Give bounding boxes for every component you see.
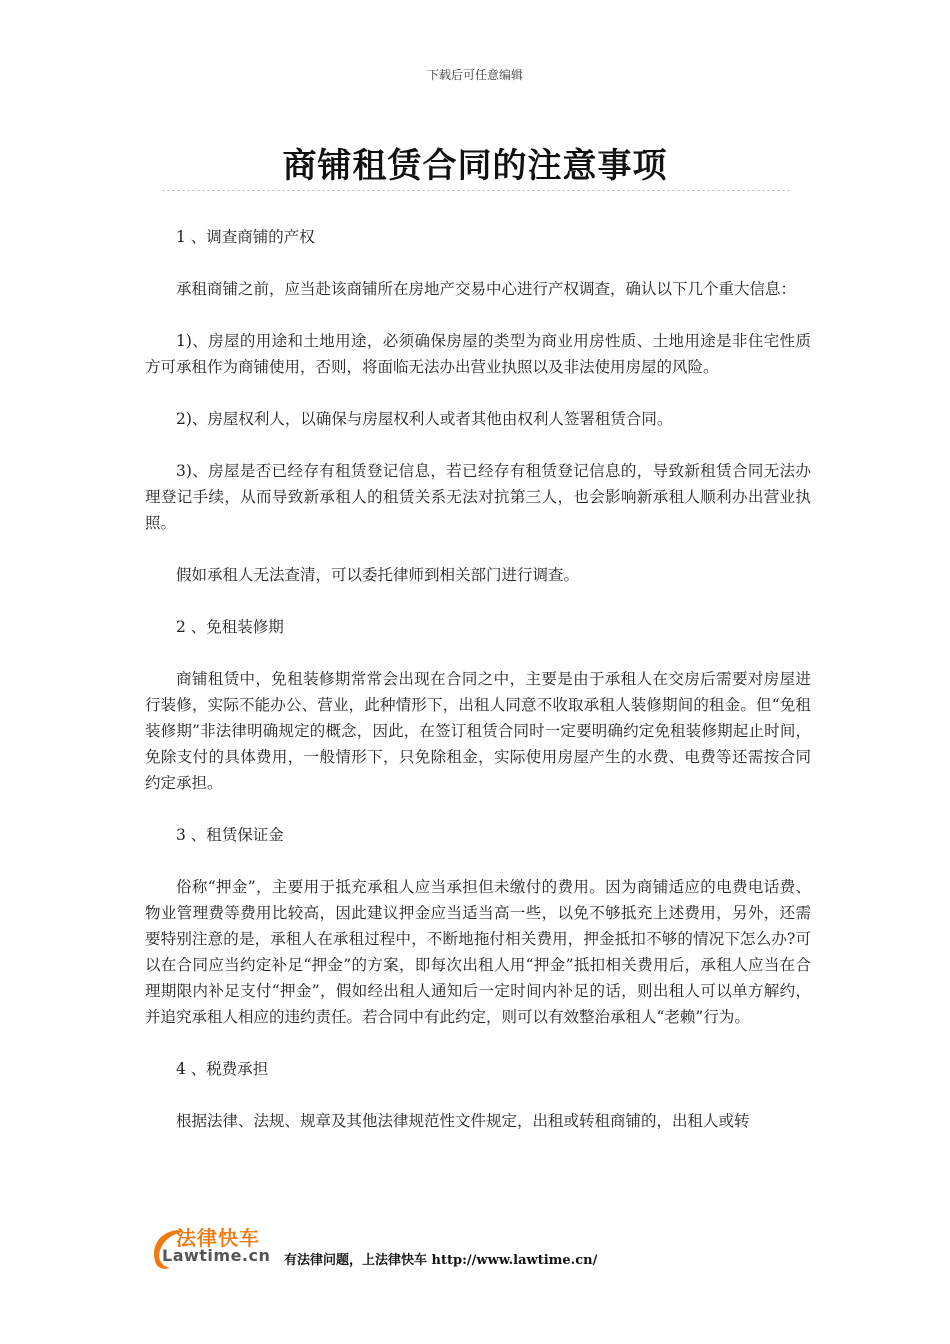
section-heading-4: 4 、税费承担	[176, 1060, 269, 1078]
section-heading-3: 3 、租赁保证金	[176, 826, 284, 844]
lawtime-logo	[148, 1222, 288, 1270]
paragraph: 3)、房屋是否已经存有租赁登记信息，若已经存有租赁登记信息的，导致新租赁合同无法办理登记手续，从而导致新承租人的租赁关系无法对抗第三人，也会影响新承租人顺利办出营业执照。	[145, 462, 811, 532]
paragraph: 2)、房屋权利人，以确保与房屋权利人或者其他由权利人签署租赁合同。	[176, 410, 673, 428]
header-note: 下载后可任意编辑	[426, 68, 523, 82]
logo-text-cn: 法律快车	[176, 1226, 260, 1250]
paragraph: 商铺租赁中，免租装修期常常会出现在合同之中，主要是由于承租人在交房后需要对房屋进行装修，实际不能办公、营业，此种情形下，出租人同意不收取承租人装修期间的租金。但“免租装修期”非法律明确规定的概念，因此，在签订租赁合同时一定要明确约定免租装修期起止时间，免除支付的具体费用，一般情形下，只免除租金，实际使用房屋产生的水费、电费等还需按合同约定承担。	[145, 670, 811, 792]
paragraph: 俗称“押金”，主要用于抵充承租人应当承担但未缴付的费用。因为商铺适应的电费电话费、物业管理费等费用比较高，因此建议押金应当适当高一些，以免不够抵充上述费用，另外，还需要特别注意的是，承租人在承租过程中，不断地拖付相关费用，押金抵扣不够的情况下怎么办?可以在合同应当约定补足“押金”的方案，即每次出租人用“押金”抵扣相关费用后，承租人应当在合理期限内补足支付“押金”，假如经出租人通知后一定时间内补足的话，则出租人可以单方解约，并追究承租人相应的违约责任。若合同中有此约定，则可以有效整治承租人“老赖”行为。	[145, 878, 811, 1026]
paragraph: 假如承租人无法查清，可以委托律师到相关部门进行调查。	[176, 566, 580, 584]
section-heading-1: 1 、调查商铺的产权	[176, 228, 315, 246]
logo-text-en: Lawtime.cn	[162, 1246, 271, 1265]
document-body	[145, 224, 811, 1160]
paragraph: 承租商铺之前，应当赴该商铺所在房地产交易中心进行产权调查，确认以下几个重大信息：	[176, 280, 797, 298]
paragraph: 1)、房屋的用途和土地用途，必须确保房屋的类型为商业用房性质、土地用途是非住宅性质方可承租作为商铺使用，否则，将面临无法办出营业执照以及非法使用房屋的风险。	[145, 332, 811, 376]
document-title: 商铺租赁合同的注意事项	[282, 146, 668, 186]
page-footer	[148, 1222, 848, 1272]
title-divider	[162, 190, 790, 191]
paragraph: 根据法律、法规、规章及其他法律规范性文件规定，出租或转租商铺的，出租人或转	[176, 1112, 750, 1130]
footer-slogan: 有法律问题，上法律快车 http://www.lawtime.cn/	[284, 1253, 598, 1268]
section-heading-2: 2 、免租装修期	[176, 618, 284, 636]
